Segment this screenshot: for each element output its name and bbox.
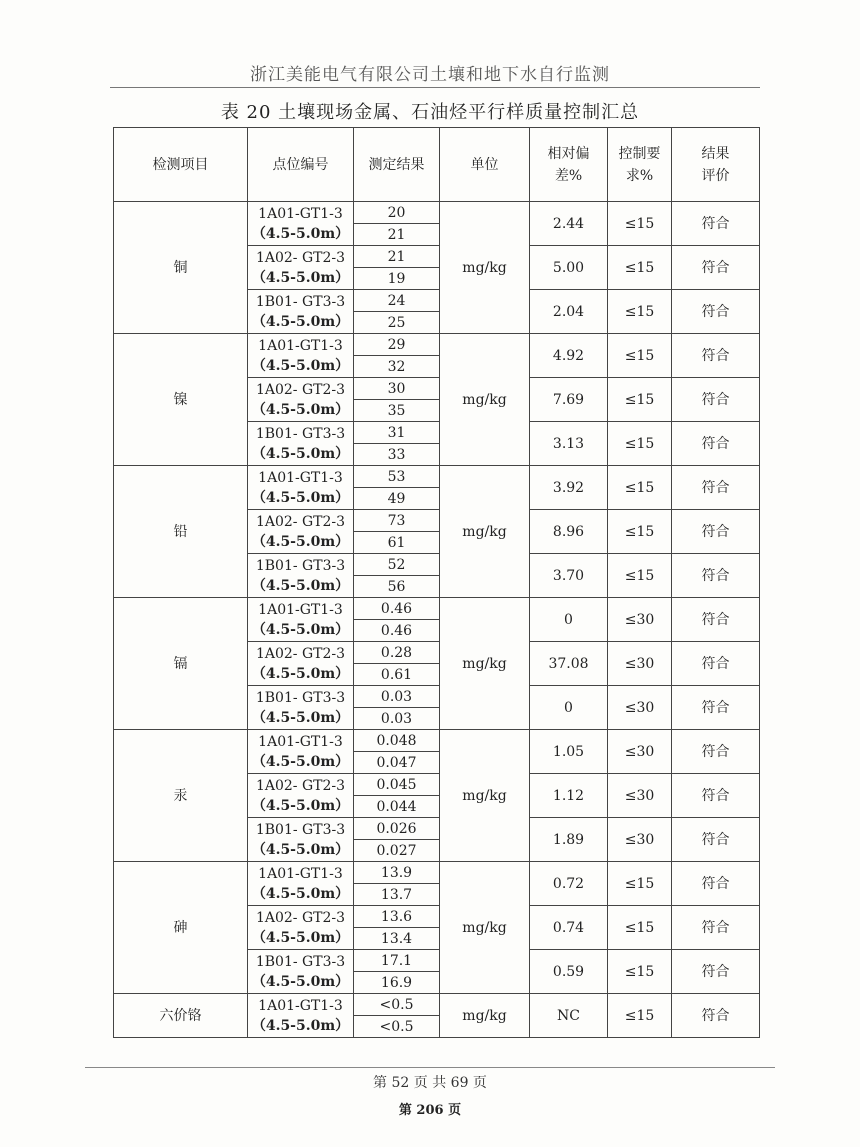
point-id — [248, 290, 354, 334]
metal-name: 砷 — [114, 862, 248, 994]
result-value: 0.28 — [354, 642, 440, 664]
result-value: 17.1 — [354, 950, 440, 972]
evaluation: 符合 — [672, 906, 760, 950]
evaluation: 符合 — [672, 290, 760, 334]
evaluation: 符合 — [672, 246, 760, 290]
total-page-number: 第 206 页 — [398, 1103, 462, 1118]
point-depth: （4.5-5.0m） — [251, 709, 350, 726]
point-code: 1A02- GT2-3 — [255, 777, 346, 794]
col-item: 检测项目 — [114, 128, 248, 202]
evaluation: 符合 — [672, 686, 760, 730]
point-depth: （4.5-5.0m） — [251, 665, 350, 682]
point-id — [248, 246, 354, 290]
evaluation: 符合 — [672, 862, 760, 906]
control-requirement: ≤15 — [608, 422, 672, 466]
control-requirement: ≤15 — [608, 554, 672, 598]
col-eval-line1: 结果 — [701, 145, 730, 162]
unit-value: mg/kg — [440, 202, 530, 334]
control-requirement: ≤30 — [608, 598, 672, 642]
col-eval-line2: 评价 — [701, 167, 730, 184]
document-header: 浙江美能电气有限公司土壤和地下水自行监测 — [250, 65, 610, 85]
control-requirement: ≤15 — [608, 950, 672, 994]
point-code: 1A02- GT2-3 — [255, 645, 346, 662]
result-value: 33 — [354, 444, 440, 466]
result-value: 53 — [354, 466, 440, 488]
point-depth: （4.5-5.0m） — [251, 1017, 350, 1034]
control-requirement: ≤30 — [608, 818, 672, 862]
result-value: 52 — [354, 554, 440, 576]
result-value: 16.9 — [354, 972, 440, 994]
col-req-line2: 求% — [625, 167, 654, 184]
control-requirement: ≤30 — [608, 774, 672, 818]
control-requirement: ≤15 — [608, 994, 672, 1038]
point-code: 1B01- GT3-3 — [255, 953, 346, 970]
table-row — [114, 730, 760, 752]
point-id — [248, 554, 354, 598]
result-value: 0.61 — [354, 664, 440, 686]
point-depth: （4.5-5.0m） — [251, 269, 350, 286]
relative-deviation: 5.00 — [530, 246, 608, 290]
control-requirement: ≤30 — [608, 730, 672, 774]
table-row — [114, 862, 760, 884]
control-requirement: ≤15 — [608, 334, 672, 378]
table-row — [114, 202, 760, 224]
control-requirement: ≤15 — [608, 466, 672, 510]
point-code: 1A01-GT1-3 — [258, 733, 343, 750]
col-rd-line1: 相对偏 — [547, 145, 590, 162]
evaluation: 符合 — [672, 202, 760, 246]
result-value: 0.045 — [354, 774, 440, 796]
result-value: 0.03 — [354, 686, 440, 708]
result-value: 19 — [354, 268, 440, 290]
relative-deviation: 3.70 — [530, 554, 608, 598]
result-value: 21 — [354, 246, 440, 268]
table-title: 表 20 土壤现场金属、石油烃平行样质量控制汇总 — [220, 102, 640, 123]
point-id — [248, 730, 354, 774]
result-value: 0.03 — [354, 708, 440, 730]
control-requirement: ≤15 — [608, 246, 672, 290]
control-requirement: ≤15 — [608, 510, 672, 554]
point-depth: （4.5-5.0m） — [251, 401, 350, 418]
unit-value: mg/kg — [440, 994, 530, 1038]
unit-value: mg/kg — [440, 334, 530, 466]
point-id — [248, 950, 354, 994]
point-code: 1B01- GT3-3 — [255, 821, 346, 838]
qc-table — [113, 127, 760, 1038]
point-code: 1A01-GT1-3 — [258, 997, 343, 1014]
result-value: 30 — [354, 378, 440, 400]
evaluation: 符合 — [672, 994, 760, 1038]
point-code: 1B01- GT3-3 — [255, 689, 346, 706]
point-id — [248, 818, 354, 862]
metal-name: 镉 — [114, 598, 248, 730]
unit-value: mg/kg — [440, 598, 530, 730]
relative-deviation: 2.04 — [530, 290, 608, 334]
evaluation: 符合 — [672, 950, 760, 994]
evaluation: 符合 — [672, 642, 760, 686]
point-id — [248, 862, 354, 906]
point-code: 1A01-GT1-3 — [258, 469, 343, 486]
result-value: 73 — [354, 510, 440, 532]
relative-deviation: 2.44 — [530, 202, 608, 246]
evaluation: 符合 — [672, 334, 760, 378]
result-value: 21 — [354, 224, 440, 246]
point-depth: （4.5-5.0m） — [251, 621, 350, 638]
point-id — [248, 642, 354, 686]
table-row — [114, 466, 760, 488]
col-rd-line2: 差% — [554, 167, 583, 184]
result-value: 35 — [354, 400, 440, 422]
result-value: 56 — [354, 576, 440, 598]
result-value: 0.048 — [354, 730, 440, 752]
result-value: 32 — [354, 356, 440, 378]
point-depth: （4.5-5.0m） — [251, 313, 350, 330]
metal-name: 镍 — [114, 334, 248, 466]
point-depth: （4.5-5.0m） — [251, 489, 350, 506]
col-eval — [672, 128, 760, 202]
header-divider — [110, 87, 760, 88]
point-code: 1A02- GT2-3 — [255, 381, 346, 398]
point-code: 1A02- GT2-3 — [255, 249, 346, 266]
point-id — [248, 510, 354, 554]
col-unit: 单位 — [440, 128, 530, 202]
result-value: 0.047 — [354, 752, 440, 774]
point-id — [248, 422, 354, 466]
point-id — [248, 994, 354, 1038]
point-code: 1B01- GT3-3 — [255, 293, 346, 310]
result-value: 13.7 — [354, 884, 440, 906]
evaluation: 符合 — [672, 598, 760, 642]
result-value: <0.5 — [354, 1016, 440, 1038]
point-depth: （4.5-5.0m） — [251, 841, 350, 858]
evaluation: 符合 — [672, 510, 760, 554]
result-value: 0.46 — [354, 620, 440, 642]
page-number: 第 52 页 共 69 页 — [373, 1075, 487, 1091]
point-id — [248, 334, 354, 378]
point-code: 1A01-GT1-3 — [258, 601, 343, 618]
result-value: 0.027 — [354, 840, 440, 862]
point-depth: （4.5-5.0m） — [251, 929, 350, 946]
control-requirement: ≤15 — [608, 906, 672, 950]
point-code: 1A02- GT2-3 — [255, 513, 346, 530]
point-depth: （4.5-5.0m） — [251, 885, 350, 902]
point-depth: （4.5-5.0m） — [251, 445, 350, 462]
relative-deviation: 0.74 — [530, 906, 608, 950]
point-code: 1A01-GT1-3 — [258, 337, 343, 354]
table-body — [114, 202, 760, 1038]
evaluation: 符合 — [672, 422, 760, 466]
evaluation: 符合 — [672, 554, 760, 598]
control-requirement: ≤30 — [608, 686, 672, 730]
result-value: 25 — [354, 312, 440, 334]
table-row — [114, 334, 760, 356]
relative-deviation: 0 — [530, 686, 608, 730]
metal-name: 铅 — [114, 466, 248, 598]
table-row — [114, 598, 760, 620]
relative-deviation: 7.69 — [530, 378, 608, 422]
relative-deviation: 1.12 — [530, 774, 608, 818]
point-depth: （4.5-5.0m） — [251, 533, 350, 550]
result-value: 31 — [354, 422, 440, 444]
metal-name: 六价铬 — [114, 994, 248, 1038]
relative-deviation: 0 — [530, 598, 608, 642]
control-requirement: ≤15 — [608, 862, 672, 906]
point-depth: （4.5-5.0m） — [251, 225, 350, 242]
relative-deviation: 0.59 — [530, 950, 608, 994]
unit-value: mg/kg — [440, 466, 530, 598]
point-depth: （4.5-5.0m） — [251, 797, 350, 814]
result-value: 0.46 — [354, 598, 440, 620]
relative-deviation: 3.13 — [530, 422, 608, 466]
point-id — [248, 906, 354, 950]
result-value: 24 — [354, 290, 440, 312]
point-id — [248, 774, 354, 818]
point-depth: （4.5-5.0m） — [251, 753, 350, 770]
point-code: 1B01- GT3-3 — [255, 425, 346, 442]
result-value: 20 — [354, 202, 440, 224]
point-id — [248, 378, 354, 422]
result-value: <0.5 — [354, 994, 440, 1016]
point-id — [248, 202, 354, 246]
col-point: 点位编号 — [248, 128, 354, 202]
evaluation: 符合 — [672, 730, 760, 774]
result-value: 13.9 — [354, 862, 440, 884]
result-value: 29 — [354, 334, 440, 356]
control-requirement: ≤15 — [608, 378, 672, 422]
col-req — [608, 128, 672, 202]
relative-deviation: 0.72 — [530, 862, 608, 906]
evaluation: 符合 — [672, 818, 760, 862]
control-requirement: ≤15 — [608, 290, 672, 334]
evaluation: 符合 — [672, 466, 760, 510]
result-value: 61 — [354, 532, 440, 554]
point-depth: （4.5-5.0m） — [251, 973, 350, 990]
col-rd — [530, 128, 608, 202]
relative-deviation: 8.96 — [530, 510, 608, 554]
table-row — [114, 994, 760, 1016]
relative-deviation: 37.08 — [530, 642, 608, 686]
point-code: 1A02- GT2-3 — [255, 909, 346, 926]
relative-deviation: 4.92 — [530, 334, 608, 378]
col-req-line1: 控制要 — [618, 145, 661, 162]
relative-deviation: 1.05 — [530, 730, 608, 774]
point-code: 1A01-GT1-3 — [258, 205, 343, 222]
result-value: 13.6 — [354, 906, 440, 928]
control-requirement: ≤30 — [608, 642, 672, 686]
point-id — [248, 598, 354, 642]
point-depth: （4.5-5.0m） — [251, 577, 350, 594]
result-value: 0.026 — [354, 818, 440, 840]
relative-deviation: 3.92 — [530, 466, 608, 510]
unit-value: mg/kg — [440, 730, 530, 862]
point-id — [248, 466, 354, 510]
point-depth: （4.5-5.0m） — [251, 357, 350, 374]
control-requirement: ≤15 — [608, 202, 672, 246]
result-value: 49 — [354, 488, 440, 510]
relative-deviation: 1.89 — [530, 818, 608, 862]
evaluation: 符合 — [672, 378, 760, 422]
metal-name: 汞 — [114, 730, 248, 862]
unit-value: mg/kg — [440, 862, 530, 994]
relative-deviation: NC — [530, 994, 608, 1038]
col-result: 测定结果 — [354, 128, 440, 202]
table-header-row — [114, 128, 760, 202]
point-id — [248, 686, 354, 730]
footer-divider — [85, 1067, 775, 1068]
point-code: 1A01-GT1-3 — [258, 865, 343, 882]
evaluation: 符合 — [672, 774, 760, 818]
result-value: 13.4 — [354, 928, 440, 950]
metal-name: 铜 — [114, 202, 248, 334]
point-code: 1B01- GT3-3 — [255, 557, 346, 574]
result-value: 0.044 — [354, 796, 440, 818]
